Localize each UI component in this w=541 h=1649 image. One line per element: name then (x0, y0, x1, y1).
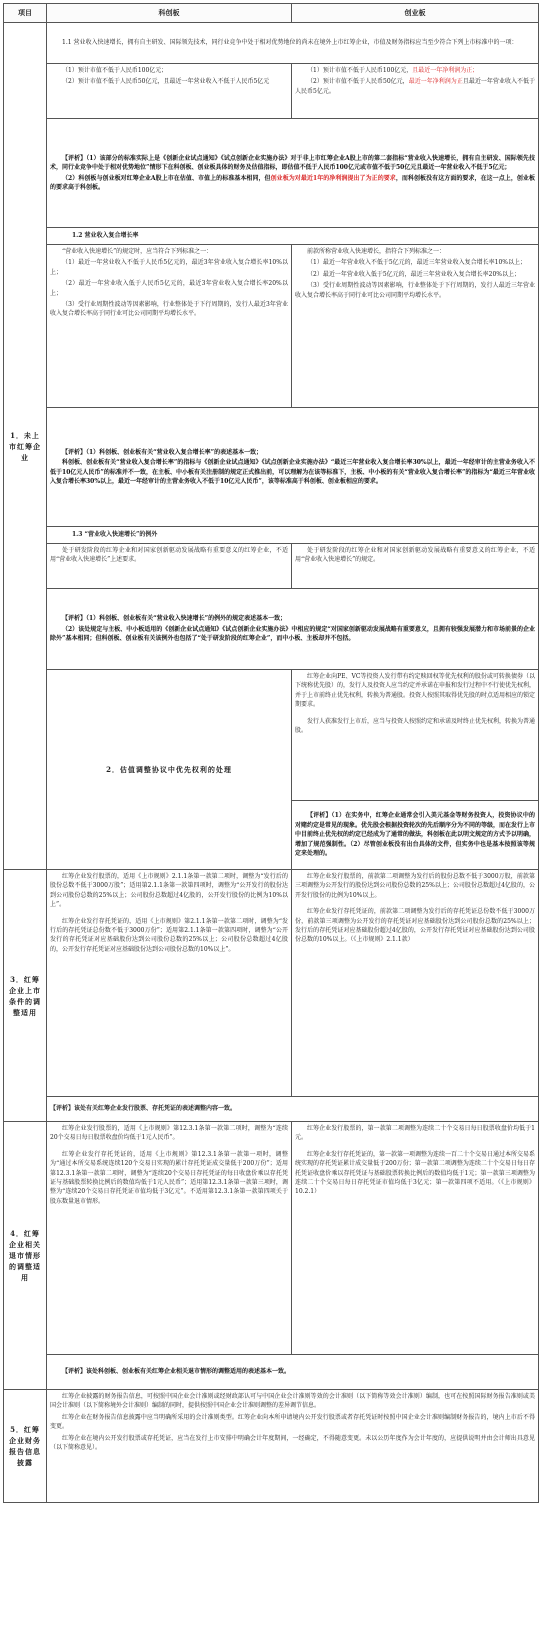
content-5 (47, 1390, 539, 1503)
text: 红筹企业发行股票的，适用《上市规则》第12.3.1条第一款第二项时，调整为“连续20个交易日每日股票收盘价均低于1元人民币”。 (50, 1125, 288, 1142)
review-text: ，而科创板没有这方面的要求，在这一点上，创业板的要求高于科创板。 (50, 174, 535, 191)
review-2 (292, 801, 539, 870)
text: 红筹企业发行股票的，适用《上市规则》2.1.1条第一款第二项时，调整为“发行后的股份总数不低于3000万股”；适用第2.1.1条第一款第四项时，调整为“公开发行的股份达到公司股份总数的25%以上；公司股份总数超过4亿股的，公开发行股份的比例为10%以上”。 (50, 873, 288, 909)
gem-1-3 (292, 544, 539, 589)
text: （1）预计市值不低于人民币100亿元； (62, 67, 168, 74)
text: 红筹企业在境内公开发行股票或存托凭证，应当在发行上市安排中明确会计年度期间，一经确定，不得随意变更。未以公历年度作为会计年度的，应提供说明并由会计师出具意见（以下简称意见）。 (50, 1434, 535, 1452)
row-1-1-title (47, 23, 539, 64)
text: 红筹企业在财务报告信息披露中应当明确所采用的会计准则类型。红筹企业向本所申请境内公开发行股票或者存托凭证时按照中国企业会计准则编制财务报告的，境内上市后不得变更。 (50, 1413, 535, 1431)
star-3 (47, 870, 292, 1097)
star-2 (292, 670, 539, 801)
text: （2）预计市值不低于人民币50亿元， (307, 78, 409, 86)
review-1-1 (47, 119, 539, 228)
section-4-title: 4．红筹企业相关退市情形的调整适用 (4, 1122, 47, 1390)
review-1-2 (47, 408, 539, 527)
gem-1-2 (292, 245, 539, 408)
table-row (4, 1390, 539, 1503)
text: 红筹企业披露的财务报告信息，可按照中国企业会计准则或经财政部认可与中国企业会计准则等效的会计准则（以下简称等效会计准则）编制，也可在按照国际财务报告准则或美国会计准则（以下简称境外会计准则）编制的同时，提供按照中国企业会计准则调整的差异调节信息。 (50, 1393, 535, 1410)
review-1-3 (47, 589, 539, 670)
text: （1）最近一年营业收入不低于人民币5亿元的，最近3年营业收入复合增长率10%以上； (50, 259, 288, 276)
star-1-2 (47, 245, 292, 408)
review-3 (47, 1097, 539, 1122)
text: 红筹企业发行股票的，第一款第二项调整为连续二十个交易日每日股票收盘价均低于1元。 (295, 1125, 535, 1142)
header-item: 项目 (4, 4, 47, 23)
table-row (4, 1355, 539, 1390)
text: 且最近一年营业收入不低于人民币5亿元。 (295, 78, 535, 95)
gem-4 (292, 1122, 539, 1355)
star-1-3 (47, 544, 292, 589)
text: 发行人获准发行上市后，应当与投资人按照约定和承诺及时终止优先权利，转换为普通股。 (295, 717, 536, 735)
review-text: 【评析】（1）该部分的标准实际上是《创新企业试点通知》《试点创新企业实施办法》对于非上市红筹企业A股上市的第二套指标“营业收入快速增长，拥有自主研发、国际领先技术，同行业竞争中处于相对优势地位”情形下在科创板、创业板具体的财务及估值指标，即估值不低于人民币100亿元或市值不低于50亿元且最近一年营业收入不低于5亿元； (50, 154, 535, 172)
text: 红筹企业发行股票的，前款第二项调整为发行后的股份总数不低于3000万股，前款第三项调整为公开发行的股份达到公司股份总数的25%以上；公司股份总数超过4亿股的，公开发行股份的比例为10%以上。 (295, 873, 535, 899)
text: （1）最近一年营业收入不低于5亿元的，最近三年营业收入复合增长率10%以上； (307, 259, 526, 267)
text: 红筹企业发行存托凭证的，前款第二项调整为发行后的存托凭证总份数不低于3000万份，前款第三项调整为公开发行的存托凭证对应基础股份达到公司股份总数的25%以上；发行后的存托凭证对应基础股份超过4亿股的，公开发行存托凭证对应基础股份达到公司股份总数的10%以上。（《上市规则》2.1.1款） (295, 908, 535, 944)
table-row (4, 589, 539, 670)
review-4 (47, 1355, 539, 1390)
review-text: 【评析】该处有关红筹企业发行股票、存托凭证的表述调整内容一致。 (50, 1105, 237, 1113)
text: （3）受行业周期性波动等因素影响，行业整体处于下行周期的，发行人最近3年营业收入复合增长率高于同行业可比公司同期平均增长水平。 (50, 301, 288, 318)
review-text: 【评析】（1）科创板、创业板有关“营业收入复合增长率”的表述基本一致； (62, 448, 263, 456)
table-row (4, 527, 539, 544)
text: 处于研发阶段的红筹企业和对国家创新驱动发展战略有重要意义的红筹企业，不适用“营业收入快速增长”的规定。 (295, 547, 535, 564)
text: （2）最近一年营业收入低于人民币5亿元的，最近3年营业收入复合增长率20%以上； (50, 280, 288, 297)
p11-title: 1.1 营业收入快速增长，拥有自主研发、国际领先技术，同行业竞争中处于相对优势地位的尚未在境外上市红筹企业，市值及财务指标应当至少符合下列上市标准中的一项： (62, 38, 518, 46)
row-1-3-title (47, 527, 539, 544)
section-2-title: 2．估值调整协议中优先权利的处理 (47, 670, 292, 870)
text: （2）预计市值不低于人民币50亿元，且最近一年营业收入不低于人民币5亿元 (62, 78, 270, 86)
section-1-title: 1．未上市红筹企业 (4, 23, 47, 870)
review-text: （2）该处规定与主板、中小板适用的《创新企业试点通知》《试点创新企业实施办法》中相应的规定“对国家创新驱动发展战略有重要意义，且拥有较强发展潜力和市场前景的企业除外”基本相同；但科创板、创业板有关该例外也包括了“处于研发阶段的红筹企业”，而中小板、主板却并不包括。 (50, 625, 535, 643)
table-row (4, 64, 539, 119)
comparison-table (3, 3, 539, 1503)
text: （3）受行业周期性波动等因素影响，行业整体处于下行周期的，发行人最近三年营业收入复合增长率高于同行业可比公司同期平均增长水平。 (295, 282, 535, 299)
table-row (4, 1122, 539, 1355)
text: 红筹企业发行存托凭证的，第一款第一项调整为连续一百二十个交易日通过本所交易系统实现的存托凭证累计成交量低于200万份；第一款第二项调整为连续二十个交易日每日存托凭证收盘价乘以存托凭证与基础股票转换比例后的数值均低于1元；第一款第三项调整为连续二十个交易日每日存托凭证市值均低于3亿元；第一款第四项不适用。（《上市规则》10.2.1） (295, 1150, 536, 1196)
gem-3 (292, 870, 539, 1097)
table-row (4, 23, 539, 64)
review-text: 【评析】该处科创板、创业板有关红筹企业相关退市情形的调整适用的表述基本一致。 (62, 1368, 291, 1376)
gem-1-1 (292, 64, 539, 119)
header-star-market: 科创板 (47, 4, 292, 23)
section-5-title: 5．红筹企业财务报告信息披露 (4, 1390, 47, 1503)
text: （2）最近一年营业收入低于5亿元的，最近三年营业收入复合增长率20%以上； (307, 270, 520, 278)
review-text: 【评析】（1）科创板、创业板有关“营业收入快速增长”的例外的规定表述基本一致； (62, 615, 287, 623)
row-1-2-title (47, 228, 539, 245)
p13-title: 1.3 “营业收入快速增长”的例外 (72, 531, 158, 539)
table-row (4, 670, 539, 801)
table-row (4, 228, 539, 245)
table-row (4, 870, 539, 1097)
table-row (4, 544, 539, 589)
red-text: 且最近一年净利润为正； (412, 67, 479, 74)
section-3-title: 3．红筹企业上市条件的调整适用 (4, 870, 47, 1122)
red-text: 最近一年净利润为正 (408, 78, 463, 86)
text: 红筹企业发行存托凭证的，适用《上市规则》第12.3.1条第一款第一项时，调整为“通过本所交易系统连续120个交易日实现的累计存托凭证成交量低于200万份”；适用第12.3.1条第一款第二项时，调整为“连续20个交易日存托凭证的每日收盘价乘以存托凭证与基础股票转换比例后的数值均低于1元人民币”；适用第12.3.1条第一款第三项时，调整为“连续20个交易日存托凭证市值均低于3亿元”。不适用第12.3.1条第一款第四项关于股东数量退市情形。 (50, 1150, 288, 1205)
red-text: 创业板为对最近1年的净利润提出了为正的要求 (270, 174, 396, 182)
text: （1）预计市值不低于人民币100亿元， (307, 67, 413, 74)
review-text: （2）科创板与创业板对红筹企业A股上市在估值、市值上的标准基本相同，但 (62, 174, 271, 182)
text: “营业收入快速增长”的规定时，应当符合下列标准之一： (62, 248, 213, 255)
text: 前款所称营业收入快速增长，指符合下列标准之一： (307, 248, 446, 255)
star-4 (47, 1122, 292, 1355)
text: 红筹企业发行存托凭证的，适用《上市规则》第2.1.1条第一款第二项时，调整为“发行后的存托凭证总份数不低于3000万份”；适用第2.1.1条第一款第四项时，调整为“公开发行的存托凭证对应基础股份达到公司股份总数的25%以上；公司股份总数超过4亿股的，公开发行存托凭证对应基础股份达到公司股份总数的10%以上”。 (50, 917, 288, 953)
text: 红筹企业向PE、VC等投资人发行带有约定赎回权等优先权利的股份或可转换债券（以下统称优先股）的，发行人及投资人应当约定并承诺在申报和发行过程中不行使优先权利，并于上市前终止优先权利，转换为普通股。投资人按照其取得优先股的时点适用相应的锁定期要求。 (295, 673, 536, 709)
table-row (4, 119, 539, 228)
text: 处于研发阶段的红筹企业和对国家创新驱动发展战略有重要意义的红筹企业，不适用“营业收入快速增长”上述要求。 (50, 547, 288, 564)
table-header-row (4, 4, 539, 23)
review-text: 【评析】（1）在实务中，红筹企业通常会引入美元基金等财务投资人，投资协议中的对赌约定是常见的现象。优先股会根据投资轮次的先后顺序分为不同的等级，而在发行上市中目前终止优先权的约定已经成为了通常的做法，科创板在此以明文规定的方式予以明确，增加了规范强制性。（2）尽管创业板没有出台具体的文件，但实务中也是基本按照该等规定来处理的。 (295, 812, 536, 858)
header-gem: 创业板 (292, 4, 539, 23)
review-text: 科创板、创业板有关“营业收入复合增长率”的指标与《创新企业试点通知》《试点创新企业实施办法》“最近三年营业收入复合增长率30%以上，最近一年经审计的主营业务收入不低于10亿元人民币”的标准并不一致，在主板、中小板有关注册制的规定正式推出前，可以理解为在该等标准下，主板、中小板的有关“营业收入复合增长率”的指标为“最近三年营业收入复合增长率30%以上，最近一年经审计的主营业务收入不低于10亿元人民币”，该等标准高于科创板、创业板相应的要求。 (50, 459, 535, 485)
p12-title: 1.2 营业收入复合增长率 (72, 232, 139, 240)
table-row (4, 245, 539, 408)
star-1-1 (47, 64, 292, 119)
table-row (4, 1097, 539, 1122)
table-row (4, 408, 539, 527)
